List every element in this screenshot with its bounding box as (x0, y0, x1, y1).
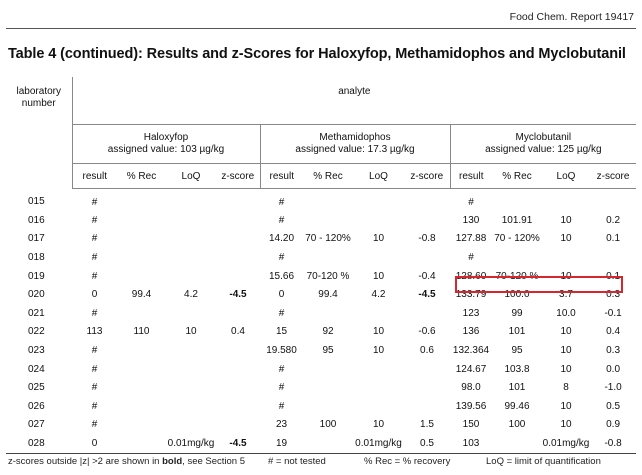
cell-loq (166, 378, 216, 397)
lab-number: 026 (28, 400, 45, 412)
cell-loq (353, 304, 404, 323)
lab-number: 019 (28, 270, 45, 282)
cell-loq: 10 (560, 233, 572, 245)
cell-zscore (404, 211, 450, 230)
cell-rec (303, 304, 353, 323)
cell-result: 128.60 (455, 270, 487, 282)
col-loq: LoQ (542, 164, 590, 189)
cell-loq (166, 341, 216, 360)
cell-loq: 10 (560, 419, 572, 431)
col-zscore: z-score (404, 164, 450, 189)
cell-zscore: 0.0 (606, 363, 621, 375)
group-assigned-value: assigned value: 103 µg/kg (107, 144, 225, 155)
cell-result: # (468, 196, 474, 208)
cell-loq (166, 248, 216, 267)
footnote-loq: LoQ = limit of quantification (486, 456, 601, 467)
cell-loq: 10 (560, 400, 572, 412)
cell-result: 132.364 (452, 344, 490, 356)
table-row (6, 397, 636, 416)
cell-loq: 10.0 (556, 307, 576, 319)
cell-rec (492, 189, 542, 212)
cell-rec (117, 397, 166, 416)
cell-result: # (91, 233, 98, 245)
group-header-methamidophos (260, 125, 450, 164)
cell-result: 130 (462, 214, 480, 226)
table-row (6, 248, 636, 267)
cell-rec: 92 (322, 326, 334, 338)
cell-rec: 103.8 (504, 363, 530, 375)
cell-rec: 70-120 % (306, 270, 350, 282)
cell-zscore: -0.1 (604, 307, 622, 319)
lab-header-line1: laboratory (16, 86, 61, 97)
lab-header-line2: number (21, 98, 56, 109)
lab-number: 017 (28, 233, 45, 245)
cell-rec (117, 248, 166, 267)
lab-number: 027 (28, 419, 45, 431)
lab-number: 025 (28, 382, 45, 394)
cell-zscore (590, 189, 636, 212)
cell-rec (303, 211, 353, 230)
col-loq: LoQ (166, 164, 216, 189)
footnote-text: , see Section 5 (182, 456, 246, 467)
lab-number: 021 (28, 307, 45, 319)
cell-result: # (278, 251, 285, 263)
cell-zscore: 0.9 (606, 419, 621, 431)
cell-rec: 70 - 120% (305, 233, 351, 245)
cell-result: # (91, 419, 98, 431)
cell-result: # (278, 400, 285, 412)
cell-result: 150 (462, 419, 480, 431)
cell-result: 15 (275, 326, 288, 338)
results-table (6, 77, 636, 454)
cell-loq: 4.2 (371, 289, 386, 301)
cell-loq: 0.01mg/kg (353, 434, 404, 453)
cell-zscore: 0.4 (606, 326, 621, 338)
cell-zscore: 1.5 (420, 419, 434, 431)
cell-result: 0 (91, 289, 98, 301)
cell-loq (353, 248, 404, 267)
cell-zscore: 0.2 (606, 214, 621, 226)
cell-zscore (404, 248, 450, 267)
cell-loq: 3.7 (559, 289, 573, 301)
cell-rec (117, 230, 166, 249)
cell-zscore: -4.5 (216, 434, 260, 453)
cell-result: 124.67 (455, 363, 487, 375)
cell-zscore: 0.1 (606, 233, 621, 245)
lab-number: 015 (28, 196, 45, 208)
cell-result: # (91, 214, 98, 226)
cell-rec: 99.4 (318, 289, 338, 301)
cell-zscore: -0.8 (590, 434, 636, 453)
cell-loq (542, 248, 590, 267)
cell-rec: 70-120 % (495, 270, 539, 282)
results-table-wrap (6, 77, 636, 454)
cell-loq (166, 211, 216, 230)
cell-result: # (91, 382, 98, 394)
cell-loq: 10 (560, 344, 572, 356)
table-row (6, 211, 636, 230)
footnote-bold-zscores (8, 456, 245, 467)
cell-rec (303, 189, 353, 212)
table-row (6, 189, 636, 212)
cell-loq: 0.01mg/kg (542, 434, 590, 453)
cell-loq: 10 (560, 363, 572, 375)
cell-rec: 100.0 (504, 289, 530, 301)
cell-rec (303, 378, 353, 397)
cell-result: 0 (72, 434, 117, 453)
cell-rec: 101 (508, 382, 526, 394)
cell-rec: 110 (133, 326, 150, 338)
lab-number: 022 (28, 326, 45, 338)
cell-loq (166, 189, 216, 212)
cell-result: 15.66 (268, 270, 295, 282)
cell-result: # (278, 307, 285, 319)
col-rec: % Rec (303, 164, 353, 189)
cell-zscore: -4.5 (229, 289, 247, 301)
cell-zscore (216, 360, 260, 379)
table-row (6, 360, 636, 379)
cell-zscore (216, 189, 260, 212)
col-result: result (450, 164, 492, 189)
cell-rec (117, 211, 166, 230)
cell-result: 127.88 (455, 233, 487, 245)
cell-result: 23 (275, 419, 288, 431)
cell-zscore (216, 248, 260, 267)
group-name: Methamidophos (319, 132, 391, 143)
cell-loq (353, 378, 404, 397)
cell-rec: 95 (511, 344, 523, 356)
cell-loq (353, 211, 404, 230)
footnote-recovery: % Rec = % recovery (364, 456, 451, 467)
cell-loq (353, 189, 404, 212)
cell-loq: 10 (560, 214, 572, 226)
cell-zscore: 0.5 (404, 434, 450, 453)
cell-zscore (404, 189, 450, 212)
cell-result: 123 (462, 307, 480, 319)
cell-zscore: 0.5 (606, 400, 621, 412)
cell-rec: 99.4 (131, 289, 152, 301)
table-row (6, 378, 636, 397)
header-rule (6, 28, 636, 29)
cell-result: # (91, 400, 98, 412)
cell-result: # (91, 270, 98, 282)
cell-zscore (404, 378, 450, 397)
cell-rec (303, 434, 353, 453)
cell-result: 14.20 (268, 233, 295, 245)
cell-rec (303, 248, 353, 267)
cell-result: 136 (462, 326, 480, 338)
footnote-text: z-scores outside |z| >2 are shown in (8, 456, 163, 467)
cell-result: # (91, 196, 98, 208)
group-assigned-value: assigned value: 125 µg/kg (485, 144, 602, 155)
col-rec: % Rec (492, 164, 542, 189)
cell-zscore (216, 211, 260, 230)
cell-result: # (91, 251, 98, 263)
cell-loq (166, 304, 216, 323)
cell-zscore: 0.6 (420, 344, 434, 356)
cell-zscore: 0.3 (606, 344, 621, 356)
lab-number: 023 (28, 344, 45, 356)
col-loq: LoQ (353, 164, 404, 189)
cell-result: 133.79 (455, 289, 487, 301)
cell-result: # (278, 196, 285, 208)
cell-loq: 0.01mg/kg (166, 434, 216, 453)
footnote-bold-word: bold (162, 456, 183, 467)
cell-rec: 101 (508, 326, 526, 338)
cell-zscore: 0.1 (606, 270, 621, 282)
cell-loq: 10 (372, 326, 385, 338)
table-row (6, 304, 636, 323)
cell-zscore: -0.8 (418, 233, 436, 245)
cell-loq (353, 397, 404, 416)
cell-result: # (91, 307, 98, 319)
cell-rec (117, 304, 166, 323)
cell-rec (117, 189, 166, 212)
cell-result: 139.56 (455, 400, 487, 412)
cell-rec: 100 (319, 419, 337, 431)
cell-zscore: -0.6 (418, 326, 436, 338)
lab-number: 020 (28, 289, 45, 301)
cell-zscore: -0.4 (418, 270, 436, 282)
cell-zscore (216, 304, 260, 323)
cell-loq: 10 (372, 344, 385, 356)
cell-loq: 10 (185, 326, 197, 338)
cell-rec (492, 248, 542, 267)
cell-loq: 10 (372, 233, 385, 245)
cell-rec: 99.46 (504, 400, 530, 412)
cell-loq (166, 267, 216, 286)
cell-rec (117, 360, 166, 379)
highlight-box (455, 276, 623, 293)
cell-zscore (216, 230, 260, 249)
col-rec: % Rec (117, 164, 166, 189)
cell-zscore: -1.0 (604, 382, 622, 394)
col-zscore: z-score (216, 164, 260, 189)
table-row (6, 416, 636, 435)
group-name: Myclobutanil (515, 132, 572, 143)
cell-result: 19 (260, 434, 303, 453)
cell-loq (166, 230, 216, 249)
cell-rec: 100 (508, 419, 526, 431)
cell-result: # (278, 363, 285, 375)
cell-result: 98.0 (461, 382, 481, 394)
table-title: Table 4 (continued): Results and z-Scores for Haloxyfop, Methamidophos and Myclobutanil (8, 46, 626, 62)
cell-loq (166, 397, 216, 416)
column-subheaders (6, 164, 636, 189)
col-zscore: z-score (590, 164, 636, 189)
cell-result: # (91, 363, 98, 375)
cell-result: 103 (450, 434, 492, 453)
cell-rec (303, 397, 353, 416)
cell-loq (166, 416, 216, 435)
table-row (6, 323, 636, 342)
lab-number-header (6, 77, 72, 189)
lab-number: 018 (28, 251, 45, 263)
group-assigned-value: assigned value: 17.3 µg/kg (295, 144, 415, 155)
cell-loq (166, 360, 216, 379)
lab-number: 024 (28, 363, 45, 375)
cell-zscore (404, 304, 450, 323)
cell-zscore: 0.3 (606, 289, 621, 301)
report-header: Food Chem. Report 19417 (509, 11, 634, 23)
cell-rec: 99 (511, 307, 523, 319)
cell-zscore: -4.5 (418, 289, 436, 301)
cell-result: 0 (278, 289, 285, 301)
cell-zscore: 0.4 (231, 326, 245, 338)
cell-rec: 101.91 (501, 214, 533, 226)
group-header-myclobutanil (450, 125, 636, 164)
cell-loq: 10 (372, 419, 385, 431)
table-body (6, 189, 636, 454)
cell-zscore (216, 267, 260, 286)
cell-rec (492, 434, 542, 453)
cell-zscore (216, 416, 260, 435)
group-header-haloxyfop (72, 125, 260, 164)
cell-loq: 10 (560, 326, 572, 338)
cell-result: # (468, 251, 474, 263)
group-name: Haloxyfop (143, 132, 189, 143)
cell-rec (303, 360, 353, 379)
cell-zscore (404, 397, 450, 416)
col-result: result (260, 164, 303, 189)
lab-number: 028 (6, 434, 72, 453)
cell-rec (117, 416, 166, 435)
cell-result: 113 (86, 326, 103, 338)
cell-loq (353, 360, 404, 379)
footnote-not-tested: # = not tested (268, 456, 326, 467)
cell-rec (117, 341, 166, 360)
analyte-header: analyte (72, 77, 636, 125)
cell-result: 19.580 (266, 344, 297, 356)
cell-rec (117, 267, 166, 286)
cell-loq: 4.2 (184, 289, 198, 301)
cell-loq: 10 (560, 270, 572, 282)
cell-result: # (91, 344, 98, 356)
cell-result: # (278, 382, 285, 394)
table-row (6, 434, 636, 453)
lab-number: 016 (28, 214, 45, 226)
cell-result: # (278, 214, 285, 226)
col-result: result (72, 164, 117, 189)
cell-loq: 10 (372, 270, 385, 282)
cell-rec (117, 378, 166, 397)
cell-zscore (590, 248, 636, 267)
cell-loq (542, 189, 590, 212)
table-row (6, 341, 636, 360)
cell-rec (117, 434, 166, 453)
cell-zscore (216, 397, 260, 416)
table-row (6, 230, 636, 249)
cell-zscore (216, 341, 260, 360)
cell-zscore (216, 378, 260, 397)
cell-rec: 95 (322, 344, 334, 356)
cell-zscore (404, 360, 450, 379)
cell-loq: 8 (563, 382, 569, 394)
cell-rec: 70 - 120% (494, 233, 540, 245)
